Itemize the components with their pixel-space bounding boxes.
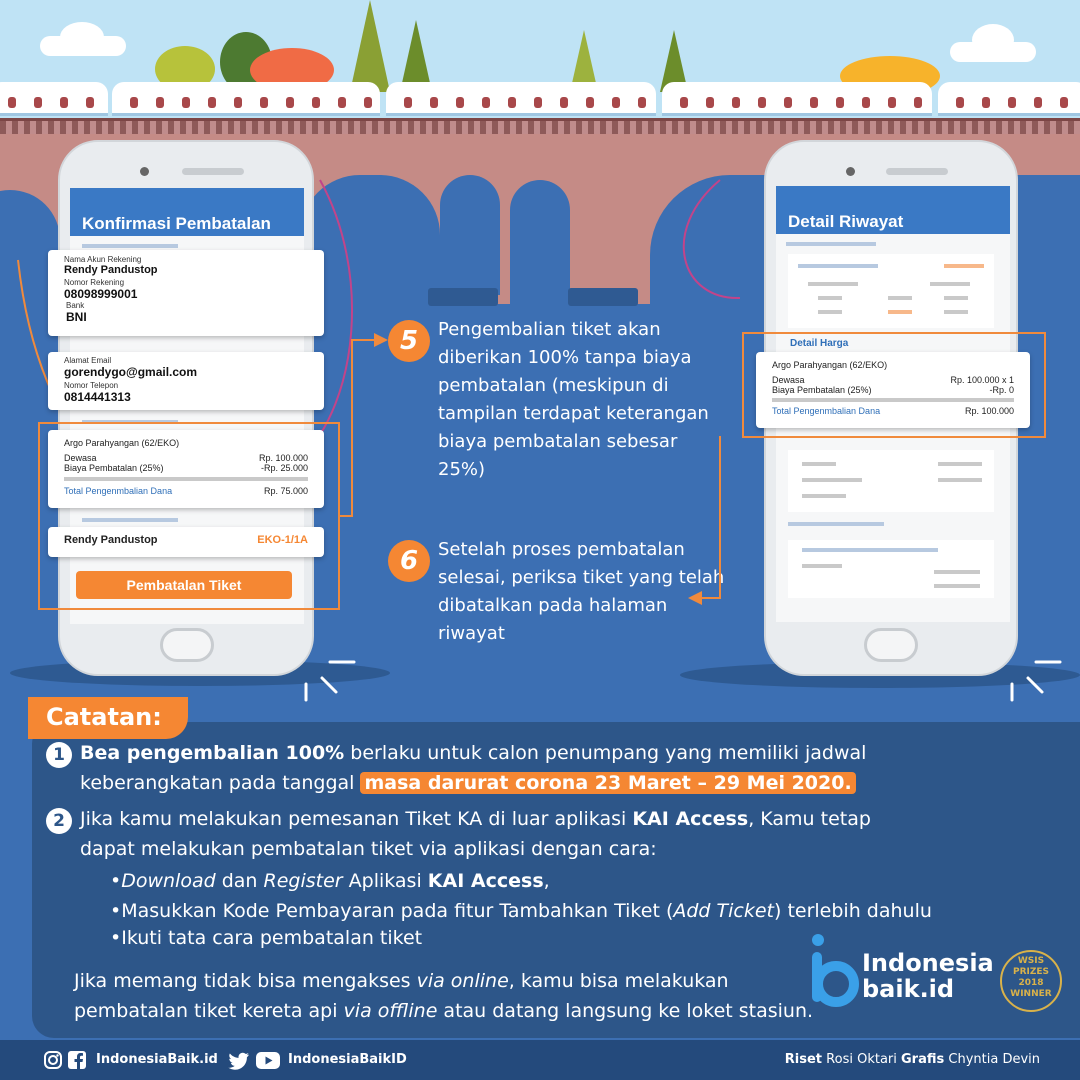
placeholder-bar bbox=[808, 282, 858, 286]
email-value: gorendygo@gmail.com bbox=[64, 365, 198, 379]
account-number-label: Nomor Rekening bbox=[64, 278, 125, 287]
placeholder-bar bbox=[802, 478, 862, 482]
cancel-ticket-button[interactable]: Pembatalan Tiket bbox=[76, 571, 292, 599]
total-label: Total Pengenmbalian Dana bbox=[772, 406, 881, 416]
train-car bbox=[938, 82, 1080, 116]
placeholder-bar bbox=[82, 244, 178, 248]
placeholder-bar bbox=[802, 548, 938, 552]
train-window bbox=[430, 97, 438, 108]
train-window bbox=[182, 97, 190, 108]
passenger-seat: EKO-1/1A bbox=[257, 534, 308, 546]
train-window bbox=[338, 97, 346, 108]
closing-text-2: , kamu bisa melakukan pembatalan tiket kereta api bbox=[74, 970, 729, 1022]
placeholder-bar bbox=[818, 310, 842, 314]
step-5-badge: 5 bbox=[388, 320, 430, 362]
bullet-1-bold: KAI Access bbox=[427, 870, 544, 892]
fee-label: Biaya Pembatalan (25%) bbox=[64, 463, 164, 473]
train-window bbox=[364, 97, 372, 108]
train-window bbox=[862, 97, 870, 108]
train-window bbox=[1034, 97, 1042, 108]
note-1-body: berlaku untuk calon penumpang yang memiliki jadwal keberangkatan pada tanggal bbox=[80, 742, 867, 794]
placeholder-bar bbox=[802, 494, 846, 498]
step-6-text: Setelah proses pembatalan selesai, periksa tiket yang telah dibatalkan pada halaman riwayat bbox=[438, 539, 725, 644]
account-name-value: Rendy Pandustop bbox=[64, 264, 158, 276]
cloud-illustration bbox=[972, 24, 1014, 56]
note-2-bullet-3 bbox=[110, 923, 930, 953]
note-1-highlight: masa darurat corona 23 Maret – 29 Mei 2020. bbox=[360, 772, 855, 794]
phone-label: Nomor Telepon bbox=[64, 381, 119, 390]
placeholder-bar bbox=[888, 310, 912, 314]
placeholder-bar bbox=[944, 264, 984, 268]
train-window bbox=[586, 97, 594, 108]
placeholder-bar bbox=[938, 462, 982, 466]
train-window bbox=[680, 97, 688, 108]
brand-logo-text bbox=[862, 950, 994, 1002]
note-2-bullet-1 bbox=[110, 866, 930, 896]
bank-label: Bank bbox=[66, 301, 85, 310]
bridge-pier bbox=[568, 288, 638, 306]
closing-italic-2: via offline bbox=[343, 1000, 438, 1022]
speaker-grill bbox=[886, 168, 948, 175]
train-window bbox=[956, 97, 964, 108]
contact-card bbox=[48, 352, 324, 410]
placeholder-bar bbox=[934, 584, 980, 588]
train-window bbox=[706, 97, 714, 108]
placeholder-bar bbox=[938, 478, 982, 482]
riset-name: Rosi Oktari bbox=[826, 1052, 897, 1067]
screen-header bbox=[776, 186, 1010, 234]
total-label: Total Pengenmbalian Dana bbox=[64, 486, 173, 496]
connector-arrow bbox=[688, 436, 728, 606]
train-window bbox=[508, 97, 516, 108]
placeholder-bar bbox=[786, 242, 876, 246]
note-1-badge: 1 bbox=[46, 742, 72, 768]
train-window bbox=[156, 97, 164, 108]
placeholder-bar bbox=[934, 570, 980, 574]
twitter-icon[interactable] bbox=[228, 1052, 250, 1070]
bullet-2-italic: Add Ticket bbox=[673, 900, 774, 922]
train-window bbox=[888, 97, 896, 108]
bullet-2-text-2: ) terlebih dahulu bbox=[774, 900, 932, 922]
rail-track bbox=[0, 118, 1080, 134]
train-car bbox=[0, 82, 108, 116]
train-window bbox=[130, 97, 138, 108]
train-window bbox=[560, 97, 568, 108]
bridge-pier bbox=[428, 288, 498, 306]
facebook-icon[interactable] bbox=[68, 1051, 86, 1069]
train-car bbox=[386, 82, 656, 116]
placeholder-bar bbox=[888, 296, 912, 300]
train-car bbox=[662, 82, 932, 116]
footer-bar bbox=[0, 1040, 1080, 1080]
grafis-name: Chyntia Devin bbox=[948, 1052, 1040, 1067]
closing-italic-1: via online bbox=[416, 970, 509, 992]
award-line-2: PRIZES bbox=[1012, 967, 1050, 977]
train-window bbox=[758, 97, 766, 108]
train-name: Argo Parahyangan (62/EKO) bbox=[64, 438, 180, 448]
bullet-3-text: Ikuti tata cara pembatalan tiket bbox=[121, 927, 423, 949]
train-window bbox=[784, 97, 792, 108]
tree-illustration bbox=[350, 0, 390, 92]
note-2-body-a: Jika kamu melakukan pemesanan Tiket KA di luar aplikasi bbox=[80, 808, 633, 830]
train-name: Argo Parahyangan (62/EKO) bbox=[772, 360, 888, 370]
instagram-icon[interactable] bbox=[44, 1051, 62, 1069]
placeholder-bar bbox=[944, 296, 968, 300]
train-window bbox=[404, 97, 412, 108]
train-window bbox=[914, 97, 922, 108]
home-button[interactable] bbox=[160, 628, 214, 662]
bullet-1-text-1: dan bbox=[215, 870, 264, 892]
note-2-body-b: , Kamu tetap dapat melakukan pembatalan tiket via aplikasi dengan cara: bbox=[80, 808, 871, 860]
train-window bbox=[86, 97, 94, 108]
highlight-frame bbox=[742, 332, 1046, 438]
home-button[interactable] bbox=[864, 628, 918, 662]
brand-line-2: baik.id bbox=[862, 975, 955, 1003]
train-window bbox=[260, 97, 268, 108]
social-handle-1[interactable]: IndonesiaBaik.id bbox=[96, 1052, 218, 1067]
award-line-1: WSIS bbox=[1017, 956, 1045, 966]
adult-label: Dewasa bbox=[64, 453, 97, 463]
note-2-bold: KAI Access bbox=[632, 808, 749, 830]
bullet-1-italic-1: Download bbox=[121, 870, 216, 892]
train-window bbox=[482, 97, 490, 108]
placeholder-bar bbox=[944, 310, 968, 314]
placeholder-card bbox=[788, 254, 994, 328]
train-window bbox=[612, 97, 620, 108]
screen-title: Konfirmasi Pembatalan bbox=[82, 214, 271, 233]
total-value: Rp. 75.000 bbox=[263, 486, 308, 496]
train-window bbox=[836, 97, 844, 108]
sparkle-decoration bbox=[300, 654, 360, 704]
placeholder-bar bbox=[818, 296, 842, 300]
train-window bbox=[60, 97, 68, 108]
note-1-bold: Bea pengembalian 100% bbox=[80, 742, 345, 764]
camera-icon bbox=[846, 167, 855, 176]
train-window bbox=[982, 97, 990, 108]
closing-text bbox=[74, 966, 814, 1026]
placeholder-card bbox=[788, 450, 994, 512]
wsis-award-badge bbox=[1000, 950, 1062, 1012]
screen-title: Detail Riwayat bbox=[788, 212, 904, 231]
closing-text-3: atau datang langsung ke loket stasiun. bbox=[437, 1000, 814, 1022]
account-number-value: 08098999001 bbox=[64, 287, 138, 301]
note-1-text bbox=[80, 738, 880, 798]
train-window bbox=[732, 97, 740, 108]
phone-value: 0814441313 bbox=[64, 390, 131, 404]
cloud-illustration bbox=[60, 22, 104, 52]
train-window bbox=[638, 97, 646, 108]
train-window bbox=[312, 97, 320, 108]
train-window bbox=[34, 97, 42, 108]
bridge-arch bbox=[440, 175, 500, 295]
speaker-grill bbox=[182, 168, 244, 175]
bullet-1-text-3: , bbox=[543, 870, 550, 892]
bullet-1-italic-2: Register bbox=[263, 870, 343, 892]
placeholder-bar bbox=[788, 522, 884, 526]
step-5-text: Pengembalian tiket akan diberikan 100% tanpa biaya pembatalan (meskipun di tampilan terdapat keterangan biaya pembatalan sebesar 25%) bbox=[438, 319, 709, 480]
adult-value: Rp. 100.000 x 1 bbox=[950, 375, 1014, 385]
train-window bbox=[234, 97, 242, 108]
detail-harga-label: Detail Harga bbox=[790, 338, 849, 349]
train-window bbox=[810, 97, 818, 108]
email-label: Alamat Email bbox=[64, 356, 112, 365]
placeholder-bar bbox=[802, 462, 836, 466]
indonesiabaik-logo-icon bbox=[808, 932, 860, 1008]
account-card bbox=[48, 250, 324, 336]
connector-arrow bbox=[338, 322, 398, 518]
bullet-dot: • bbox=[110, 900, 122, 922]
grafis-label: Grafis bbox=[901, 1052, 945, 1067]
bullet-1-text-2: Aplikasi bbox=[342, 870, 428, 892]
bullet-2-text-1: Masukkan Kode Pembayaran pada fitur Tambahkan Tiket ( bbox=[121, 900, 674, 922]
train-window bbox=[534, 97, 542, 108]
bullet-dot: • bbox=[110, 927, 122, 949]
riset-label: Riset bbox=[784, 1052, 823, 1067]
highlight-frame bbox=[38, 422, 340, 610]
fee-value: -Rp. 0 bbox=[989, 385, 1014, 395]
fee-value: -Rp. 25.000 bbox=[260, 463, 308, 473]
notes-title: Catatan: bbox=[28, 697, 188, 739]
decorative-curve bbox=[660, 170, 780, 330]
social-handle-2[interactable]: IndonesiaBaikID bbox=[288, 1052, 407, 1067]
note-2-bullet-2 bbox=[110, 896, 940, 926]
note-2-text bbox=[80, 804, 880, 864]
total-value: Rp. 100.000 bbox=[964, 406, 1014, 416]
note-2-badge: 2 bbox=[46, 808, 72, 834]
brand-line-1: Indonesia bbox=[862, 949, 994, 977]
bullet-dot: • bbox=[110, 870, 122, 892]
train-window bbox=[8, 97, 16, 108]
placeholder-bar bbox=[802, 564, 842, 568]
credits bbox=[785, 1052, 1040, 1067]
train-window bbox=[286, 97, 294, 108]
train-window bbox=[1060, 97, 1068, 108]
sparkle-decoration bbox=[1006, 654, 1066, 704]
account-name-label: Nama Akun Rekening bbox=[64, 255, 142, 264]
closing-text-1: Jika memang tidak bisa mengakses bbox=[74, 970, 417, 992]
passenger-name: Rendy Pandustop bbox=[64, 534, 158, 546]
adult-value: Rp. 100.000 bbox=[258, 453, 308, 463]
placeholder-bar bbox=[798, 264, 878, 268]
camera-icon bbox=[140, 167, 149, 176]
fee-label: Biaya Pembatalan (25%) bbox=[772, 385, 872, 395]
screen-header bbox=[70, 188, 304, 236]
placeholder-bar bbox=[930, 282, 970, 286]
youtube-icon[interactable] bbox=[256, 1052, 280, 1069]
train-window bbox=[1008, 97, 1016, 108]
train-window bbox=[456, 97, 464, 108]
train-car bbox=[112, 82, 380, 116]
bank-value: BNI bbox=[66, 310, 87, 324]
award-line-3: 2018 bbox=[1018, 978, 1044, 988]
award-line-4: WINNER bbox=[1010, 989, 1052, 999]
step-6-badge: 6 bbox=[388, 540, 430, 582]
bridge-arch bbox=[510, 180, 570, 320]
train-window bbox=[208, 97, 216, 108]
adult-label: Dewasa bbox=[772, 375, 805, 385]
placeholder-card bbox=[788, 540, 994, 598]
